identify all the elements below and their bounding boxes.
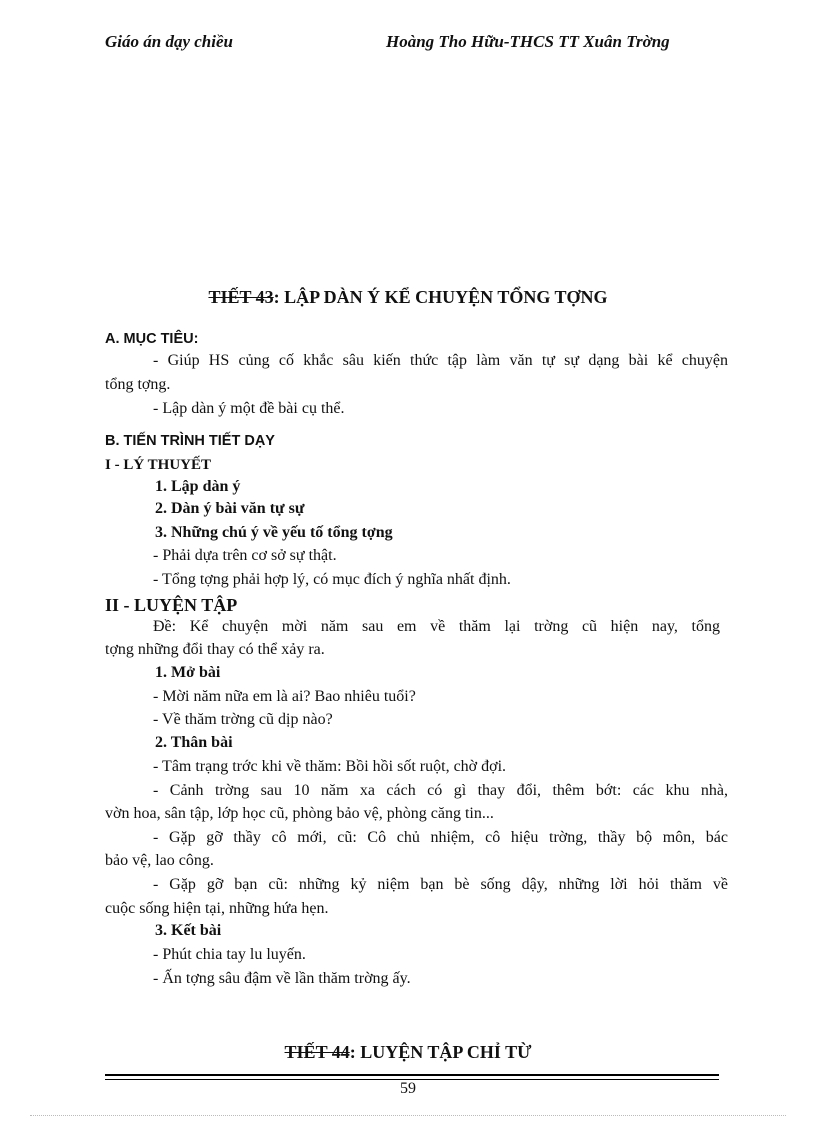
lesson-44-number: TIẾT 44 xyxy=(284,1042,350,1062)
section-b-heading: B. TIẾN TRÌNH TIẾT DẠY xyxy=(105,433,275,449)
page-number: 59 xyxy=(400,1080,416,1097)
prompt-line-cont: tợng những đổi thay có thể xảy ra. xyxy=(105,641,325,658)
lesson-44-name: : LUYỆN TẬP CHỈ TỪ xyxy=(349,1042,532,1062)
outline-line: - Gặp gỡ bạn cũ: những kỷ niệm bạn bè sống dậy, những lời hỏi thăm về xyxy=(153,876,728,893)
outline-heading: 2. Thân bài xyxy=(155,734,233,751)
outline-line: - Cảnh trờng sau 10 năm xa cách có gì thay đổi, thêm bớt: các khu nhà, xyxy=(153,782,728,799)
outline-line: - Phút chia tay lu luyến. xyxy=(153,946,306,963)
lesson-43-name: : LẬP DÀN Ý KỂ CHUYỆN TỔNG TỢNG xyxy=(273,287,608,307)
outline-line-cont: vờn hoa, sân tập, lớp học cũ, phòng bảo vệ, phòng căng tin... xyxy=(105,805,494,822)
page-edge-dots xyxy=(30,1115,786,1116)
lesson-43-title xyxy=(0,287,816,308)
objective-line: - Lập dàn ý một đề bài cụ thể. xyxy=(153,400,345,417)
section-a-heading: A. MỤC TIÊU: xyxy=(105,331,199,347)
outline-line: - Về thăm trờng cũ dịp nào? xyxy=(153,711,333,728)
outline-line: - Tâm trạng trớc khi về thăm: Bồi hồi sốt ruột, chờ đợi. xyxy=(153,758,507,775)
outline-line-cont: cuộc sống hiện tại, những hứa hẹn. xyxy=(105,900,329,917)
header-right: Hoàng Tho Hữu-THCS TT Xuân Trờng xyxy=(386,32,670,51)
header-left: Giáo án dạy chiều xyxy=(105,32,233,51)
part-1-heading: I - LÝ THUYẾT xyxy=(105,457,211,473)
outline-heading: 1. Mở bài xyxy=(155,664,221,681)
part-2-heading: II - LUYỆN TẬP xyxy=(105,595,238,615)
note-line: - Tổng tợng phải hợp lý, có mục đích ý nghĩa nhất định. xyxy=(153,571,511,588)
lesson-44-title xyxy=(0,1042,816,1063)
outline-line: - Mời năm nữa em là ai? Bao nhiêu tuổi? xyxy=(153,688,416,705)
prompt-line: Đề: Kể chuyện mời năm sau em về thăm lại trờng cũ hiện nay, tổng xyxy=(153,618,720,635)
item-heading: 3. Những chú ý về yếu tố tổng tợng xyxy=(155,524,393,541)
outline-heading: 3. Kết bài xyxy=(155,922,222,939)
lesson-43-number: TIẾT 43 xyxy=(208,287,274,307)
item-heading: 2. Dàn ý bài văn tự sự xyxy=(155,500,305,517)
item-heading: 1. Lập dàn ý xyxy=(155,478,241,495)
outline-line: - Ấn tợng sâu đậm về lần thăm trờng ấy. xyxy=(153,970,411,987)
outline-line: - Gặp gỡ thầy cô mới, cũ: Cô chủ nhiệm, cô hiệu trờng, thầy bộ môn, bác xyxy=(153,829,728,846)
note-line: - Phải dựa trên cơ sở sự thật. xyxy=(153,547,337,564)
outline-line-cont: bảo vệ, lao công. xyxy=(105,852,214,869)
objective-line-cont: tổng tợng. xyxy=(105,376,171,393)
objective-line: - Giúp HS củng cố khắc sâu kiến thức tập làm văn tự sự dạng bài kể chuyện xyxy=(153,352,728,369)
footer-rule xyxy=(105,1074,719,1076)
